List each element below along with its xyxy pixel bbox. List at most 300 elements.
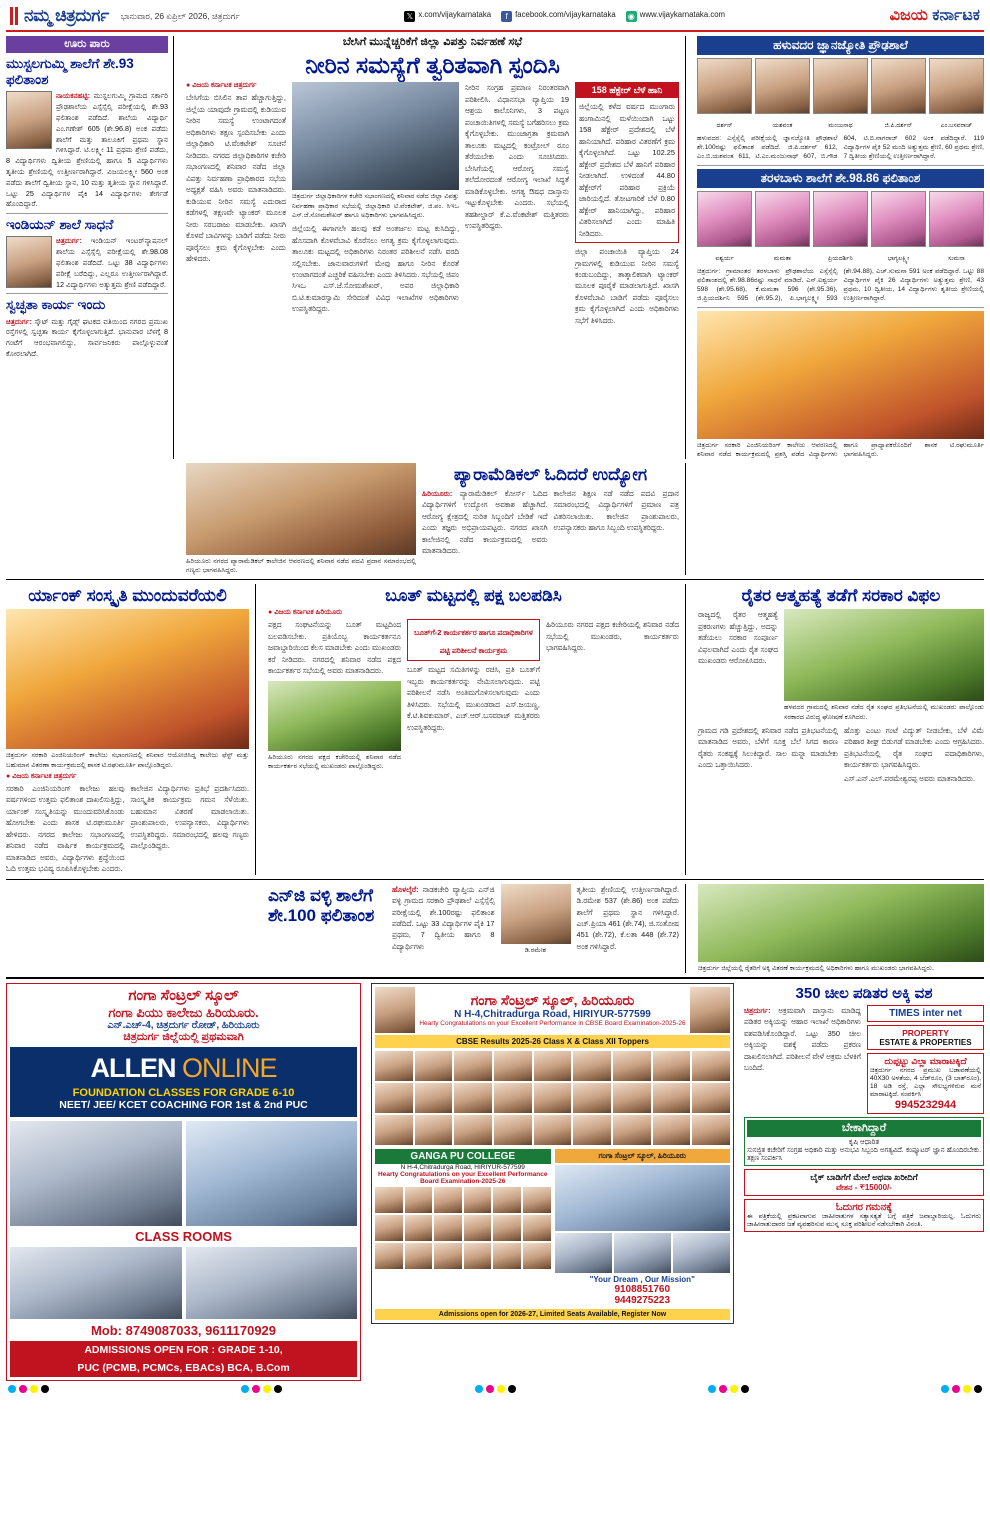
rail-item-head: ಸ್ವಚ್ಛತಾ ಕಾರ್ಯ ಇಂದು bbox=[6, 297, 106, 313]
student-card bbox=[871, 58, 926, 132]
nj-student-photo bbox=[501, 884, 571, 944]
dateline: ಹೊಳಲ್ಕೆರೆ: bbox=[392, 884, 419, 894]
dateline: ನಾಯಕನಹಟ್ಟಿ: bbox=[56, 91, 91, 101]
student-name: ಜಿ.ಪಿ.ದರ್ಶನ್ bbox=[884, 122, 913, 129]
ganga-results-head bbox=[375, 987, 730, 1033]
mid-center-text-1: ಪಕ್ಷದ ಸಂಘಟನೆಯನ್ನು ಬೂತ್ ಮಟ್ಟದಿಂದ ಬಲಪಡಿಸಬೇಕು. ಪ್ರತಿಯೊಬ್ಬ ಕಾರ್ಯಕರ್ತನೂ ಜವಾಬ್ದಾರಿಯಿಂದ ಕೆಲಸ ಮಾಡಬೇಕು ಎಂದು ಮುಖಂಡರು ಕರೆ ನೀಡಿದರು. ನಗರದಲ್ಲಿ ಶನಿವಾರ ನಡೆದ ಪಕ್ಷದ ಕಾರ್ಯಕರ್ತರ ಸಭೆಯಲ್ಲಿ ಅವರು ಮಾತನಾಡಿದರು. bbox=[268, 620, 401, 676]
mid-center-col-1 bbox=[268, 619, 401, 771]
social-link-website[interactable] bbox=[626, 10, 725, 22]
student-photo bbox=[929, 58, 984, 114]
social-label-facebook: facebook.com/vijaykarnataka bbox=[515, 10, 616, 19]
mid-right-photo-wrap bbox=[784, 609, 984, 721]
topper-photo bbox=[415, 1083, 453, 1113]
rail-body-text: ಸ್ಕೌಟ್ ಮತ್ತು ಗೈಡ್ಸ್ ಘಟಕದ ವತಿಯಿಂದ ನಗರದ ಪ್ರಮುಖ ರಸ್ತೆಗಳಲ್ಲಿ ಸ್ವಚ್ಛತಾ ಕಾರ್ಯ ಕೈಗೊಳ್ಳಲಾಗುತ್ತಿದೆ. ಭಾನುವಾರ ಬೆಳಗ್ಗೆ 8 ಗಂಟೆಗೆ ಆರಂಭವಾಗಲಿದ್ದು, ಸಾರ್ವಜನಿಕರು ಪಾಲ್ಗೊಳ್ಳುವಂತೆ ಕೋರಲಾಗಿದೆ. bbox=[6, 316, 168, 358]
allen-brand: ALLEN bbox=[90, 1053, 176, 1084]
mid-center-cols bbox=[268, 619, 679, 771]
highlight-text: ಜಿಲ್ಲೆಯಲ್ಲಿ ಕಳೆದ ವರ್ಷದ ಮುಂಗಾರು ಹಂಗಾಮಿನಲ್ಲಿ ಮಳೆಯಿಂದಾಗಿ ಒಟ್ಟು 158 ಹೆಕ್ಟೇರ್ ಪ್ರದೇಶದಲ್ಲಿ ಬೆಳೆ ಹಾನಿಯಾಗಿದೆ. ಪರಿಹಾರ ವಿತರಣೆಗೆ ಕ್ರಮ ಕೈಗೊಳ್ಳಲಾಗಿದೆ. ಒಟ್ಟು 102.25 ಹೆಕ್ಟೇರ್ ಪ್ರದೇಶದ ಬೆಳೆ ಹಾನಿಗೆ ಪರಿಹಾರ ನೀಡಲಾಗಿದೆ. ಉಳಿದಂತೆ 44.80 ಹೆಕ್ಟೇರ್‌ಗೆ ಪರಿಹಾರ ಪ್ರಕ್ರಿಯೆ ಜಾರಿಯಲ್ಲಿದೆ. ತೋಟಗಾರಿಕೆ ಬೆಳೆ 0.80 ಹೆಕ್ಟೇರ್ ಹಾನಿಯಾಗಿದ್ದು, ಪರಿಹಾರ ವಿತರಿಸಲಾಗಿದೆ ಎಂದು ಮಾಹಿತಿ ನೀಡಿದರು. bbox=[579, 102, 675, 238]
ads-section bbox=[6, 983, 984, 1382]
student-name: ಯಶವಂತ bbox=[772, 122, 793, 129]
rail-item bbox=[6, 56, 168, 210]
nj-left-filler bbox=[6, 884, 256, 973]
mid-right-top bbox=[698, 609, 984, 721]
ganga-results-box bbox=[371, 983, 734, 1324]
rail-item bbox=[6, 217, 168, 290]
ganga-pu-left bbox=[375, 1149, 551, 1306]
mid-center-box-title: ಬೂತ್‌ಗೆ-2 ಕಾರ್ಯಕರ್ತರ ಹಾಗೂ ಪದಾಧಿಕಾರಿಗಳ ಪಟ್ಟಿ ಪರಿಶೀಲನೆ ಕಾರ್ಯಕ್ರಮ bbox=[414, 628, 533, 656]
color-registration-strip bbox=[6, 1381, 984, 1399]
byline-text: ವಿಜಯ ಕರ್ನಾಟಕ ಚಿತ್ರದುರ್ಗ bbox=[12, 772, 77, 780]
student-photo bbox=[6, 91, 52, 149]
right-second-caption: ಚಿತ್ರದುರ್ಗ: ಗ್ರಾಮಾಂತರ ತರಳಬಾಳು ಪ್ರೌಢಶಾಲೆಯ ಎಸ್ಸೆಸ್ಸೆಲ್ಸಿ ಫಲಿತಾಂಶದಲ್ಲಿ ಶೇ.98.86ರಷ್ಟು ಸಾಧನೆ ಮಾಡಿದೆ. ಎಸ್.ಐಶ್ವರ್ಯ 598 (ಶೇ.95.68), ಕೆ.ಮಮತಾ 596 (ಶೇ.95.36), ಜಿ.ಪ್ರಿಯದರ್ಶಿನಿ 595 (ಶೇ.95.2), ಪಿ.ಭಾಗ್ಯಲಕ್ಷ್ಮೀ 593 (ಶೇ.94.88), ಎಚ್.ಸುಮನಾ 591 ಅಂಕ ಪಡೆದಿದ್ದಾರೆ. ಒಟ್ಟು 88 ವಿದ್ಯಾರ್ಥಿಗಳ ಪೈಕಿ 26 ವಿದ್ಯಾರ್ಥಿಗಳು ಅತ್ಯುತ್ತಮ ಶ್ರೇಣಿ, 43 ಪ್ರಥಮ, 10 ದ್ವಿತೀಯ, 14 ವಿದ್ಯಾರ್ಥಿಗಳು ತೃತೀಯ ಶ್ರೇಣಿಯಲ್ಲಿ ಉತ್ತೀರ್ಣರಾಗಿದ್ದಾರೆ. bbox=[697, 267, 984, 303]
admissions-line-2: PUC (PCMB, PCMCs, EBACs) BCA, B.Com bbox=[10, 1359, 357, 1377]
topper-photo bbox=[653, 1115, 691, 1145]
student-name: ಎಂ.ಬಸವರಾಜ್ bbox=[940, 122, 973, 129]
dateline: ಚಿತ್ರದುರ್ಗ: bbox=[6, 316, 32, 326]
pu-topper-photo bbox=[493, 1187, 521, 1213]
mid-center-caption: ಹಿರಿಯೂರು ನಗರದ ಪಕ್ಷದ ಕಚೇರಿಯಲ್ಲಿ ಶನಿವಾರ ನಡೆದ ಕಾರ್ಯಕರ್ತರ ಸಭೆಯಲ್ಲಿ ಮುಖಂಡರು ಪಾಲ್ಗೊಂಡಿದ್ದರು. bbox=[268, 753, 401, 770]
nj-head: ಎನ್‌ಜಿ ವಳ್ಳಿ ಶಾಲೆಗೆ ಶೇ.100 ಫಲಿತಾಂಶ bbox=[268, 885, 375, 925]
student-photo bbox=[813, 191, 868, 247]
wanted-ad[interactable] bbox=[744, 1117, 984, 1166]
lead-text-1: ಬೇಸಿಗೆಯ ಬಿಸಿಲಿನ ತಾಪ ಹೆಚ್ಚಾಗುತ್ತಿದ್ದು, ಜಿಲ್ಲೆಯ ಯಾವುದೇ ಗ್ರಾಮದಲ್ಲಿ ಕುಡಿಯುವ ನೀರಿನ ಸಮಸ್ಯೆ ಉಂಟಾಗದಂತೆ ಅಧಿಕಾರಿಗಳು ತಕ್ಷಣ ಸ್ಪಂದಿಸಬೇಕು ಎಂದು ಜಿಲ್ಲಾಧಿಕಾರಿ ಟಿ.ವೆಂಕಟೇಶ್ ಸೂಚನೆ ನೀಡಿದರು. ನಗರದ ಜಿಲ್ಲಾಧಿಕಾರಿಗಳ ಕಚೇರಿ ಸಭಾಂಗಣದಲ್ಲಿ ಶನಿವಾರ ನಡೆದ ಜಿಲ್ಲಾ ವಿಪತ್ತು ನಿರ್ವಹಣಾ ಪ್ರಾಧಿಕಾರದ ಸಭೆಯ ಅಧ್ಯಕ್ಷತೆ ವಹಿಸಿ ಅವರು ಮಾತನಾಡಿದರು. ಕುಡಿಯುವ ನೀರಿನ ಸಮಸ್ಯೆ ಎದುರಾದ ಕಡೆಗಳಲ್ಲಿ ತಕ್ಷಣವೇ ಟ್ಯಾಂಕರ್ ಮೂಲಕ ನೀರು ಸರಬರಾಜು ಮಾಡಬೇಕು. ಖಾಸಗಿ ಕೊಳವೆ ಬಾವಿಗಳನ್ನು ಬಾಡಿಗೆ ಪಡೆದು ನೀರು ಪೂರೈಸಲು ಕ್ರಮ ಕೈಗೊಳ್ಳಬೇಕು ಎಂದು ಹೇಳಿದರು. bbox=[186, 93, 286, 263]
masthead bbox=[6, 4, 984, 32]
rail-body-text: ಮುಸ್ಟಲಗುಮ್ಮಿ ಗ್ರಾಮದ ಸರ್ಕಾರಿ ಪ್ರೌಢಶಾಲೆಯ ಎಸ್ಸೆಸ್ಸೆಲ್ಸಿ ಪರೀಕ್ಷೆಯಲ್ಲಿ ಶೇ.93 ಫಲಿತಾಂಶ ಪಡೆದಿದೆ. ಶಾಲೆಯ ವಿದ್ಯಾರ್ಥಿ ಎಂ.ಗಣೇಶ್ 605 (ಶೇ.96.8) ಅಂಕ ಪಡೆದು ಶಾಲೆಗೆ ಮತ್ತು ತಾಲೂಕಿಗೆ ಪ್ರಥಮ ಸ್ಥಾನ ಗಳಿಸಿದ್ದಾರೆ. ಟಿ.ಲಕ್ಷ್ಮೀ 11 ಪ್ರಥಮ ಶ್ರೇಣಿ ಪಡೆದು, 8 ವಿದ್ಯಾರ್ಥಿಗಳು ದ್ವಿತೀಯ ಶ್ರೇಣಿಯಲ್ಲಿ ಹಾಗೂ 5 ವಿದ್ಯಾರ್ಥಿಗಳು ತೃತೀಯ ಶ್ರೇಣಿಯಲ್ಲಿ ಉತ್ತೀರ್ಣರಾಗಿದ್ದಾರೆ. ವಿಜಯಲಕ್ಷ್ಮೀ 560 ಅಂಕ ಪಡೆದು ಶಾಲೆಗೆ ದ್ವಿತೀಯ ಸ್ಥಾನ, 10 ಮತ್ತು ತೃತೀಯ ಸ್ಥಾನ ಗಳಿಸಿದ್ದಾರೆ. ಒಟ್ಟು 25 ವಿದ್ಯಾರ್ಥಿಗಳ ಪೈಕಿ 14 ವಿದ್ಯಾರ್ಥಿಗಳು ತೇರ್ಗಡೆ ಹೊಂದಿದ್ದಾರೆ. bbox=[6, 91, 168, 209]
pu-topper-photo bbox=[464, 1187, 492, 1213]
pu-topper-photo bbox=[493, 1215, 521, 1241]
color-dots-group bbox=[241, 1385, 282, 1393]
mid-center-col-2 bbox=[407, 619, 540, 771]
lead-col-1 bbox=[186, 82, 286, 326]
topper-photo bbox=[375, 1083, 413, 1113]
nj-valli-story bbox=[262, 884, 686, 973]
classroom-photo-2 bbox=[186, 1247, 358, 1319]
social-label-x: x.com/vijaykarnataka bbox=[418, 10, 492, 19]
brand-part-2: ಕರ್ನಾಟಕ bbox=[932, 7, 980, 24]
lead-kicker: ಬೇಸಿಗೆ ಮುನ್ನೆಚ್ಚರಿಕೆಗೆ ಜಿಲ್ಲಾ ವಿಪತ್ತು ನಿರ್ವಹಣೆ ಸಭೆ bbox=[342, 36, 523, 48]
classified-boxes bbox=[867, 1005, 984, 1114]
highlight-text-2: ಜಿಲ್ಲಾ ಪಂಚಾಯಿತಿ ವ್ಯಾಪ್ತಿಯ 24 ಗ್ರಾಮಗಳಲ್ಲಿ ಕುಡಿಯುವ ನೀರಿನ ಸಮಸ್ಯೆ ಕಂಡುಬಂದಿದ್ದು, ತಾತ್ಕಾಲಿಕವಾಗಿ ಟ್ಯಾಂಕರ್ ಮೂಲಕ ಪೂರೈಕೆ ಮಾಡಲಾಗುತ್ತಿದೆ. ಖಾಸಗಿ ಕೊಳವೆಬಾವಿ ಬಾಡಿಗೆ ಪಡೆದು ಪೂರೈಸಲು ಕ್ರಮ ಕೈಗೊಳ್ಳಲಾಗಿದೆ ಎಂದು ಅಧಿಕಾರಿಗಳು ಸಭೆಗೆ ತಿಳಿಸಿದರು. bbox=[575, 247, 679, 325]
topper-photo-right bbox=[690, 987, 730, 1033]
mid-right-col-1 bbox=[698, 609, 778, 721]
mid-center-text-2: ಬೂತ್ ಮಟ್ಟದ ಸಮಿತಿಗಳನ್ನು ರಚಿಸಿ, ಪ್ರತಿ ಬೂತ್‌ಗೆ ಇಬ್ಬರು ಕಾರ್ಯಕರ್ತರನ್ನು ನೇಮಿಸಲಾಗುವುದು. ಪಟ್ಟಿ ಪರಿಶೀಲನೆ ನಡೆಸಿ ಅಂತಿಮಗೊಳಿಸಲಾಗುವುದು ಎಂದು ತಿಳಿಸಿದರು. ಸಭೆಯಲ್ಲಿ ಮುಖಂಡರಾದ ಎಸ್.ಜಯಣ್ಣ, ಕೆ.ಟಿ.ಶಿವಕುಮಾರ್, ಎಚ್.ಆರ್.ಬಸವರಾಜ್ ಮತ್ತಿತರರು ಉಪಸ್ಥಿತರಿದ್ದರು. bbox=[407, 665, 540, 732]
nj-col-2 bbox=[577, 884, 680, 955]
paramedical-caption: ಹಿರಿಯೂರು ನಗರದ ಪ್ಯಾರಾಮೆಡಿಕಲ್ ಕಾಲೇಜಿನ ಆವರಣದಲ್ಲಿ ಶನಿವಾರ ನಡೆದ ಪದವಿ ಪ್ರದಾನ ಸಮಾರಂಭದಲ್ಲಿ ಗಣ್ಯರು ಭಾಗವಹಿಸಿದ್ದರು. bbox=[186, 557, 416, 575]
paramedical-col-2 bbox=[554, 488, 680, 557]
right-photo-caption: ಚಿತ್ರದುರ್ಗ ಸರಕಾರಿ ಎಂಜಿನಿಯರಿಂಗ್ ಕಾಲೇಜು ಆವರಣದಲ್ಲಿ ಶನಿವಾರ ನಡೆದ ಕಾರ್ಯಕ್ರಮದಲ್ಲಿ ಪ್ರಶಸ್ತಿ ಪಡೆದ ವಿದ್ಯಾರ್ಥಿಗಳು ಹಾಗೂ ಪ್ರಾಧ್ಯಾಪಕರೊಂದಿಗೆ ಶಾಸಕ ಟಿ.ರಘುಮೂರ್ತಿ ಭಾಗವಹಿಸಿದ್ದರು. bbox=[697, 441, 984, 458]
duplex-phone[interactable]: 9945232944 bbox=[894, 1098, 957, 1111]
top-section bbox=[6, 36, 984, 459]
right-column bbox=[692, 36, 984, 459]
masthead-left bbox=[10, 6, 240, 26]
rail-title: ಊರು ಪಾರು bbox=[6, 36, 168, 53]
byline-text: ವಿಜಯ ಕರ್ನಾಟಕ ಹಿರಿಯೂರು bbox=[274, 609, 343, 617]
student-photo bbox=[929, 191, 984, 247]
mid-left-photo bbox=[6, 609, 249, 749]
rail-item-head: ಮುಸ್ಟಲಗುಮ್ಮಿ ಶಾಲೆಗೆ ಶೇ.93 ಫಲಿತಾಂಶ bbox=[6, 56, 134, 88]
topper-photo bbox=[573, 1115, 611, 1145]
topper-photo bbox=[534, 1115, 572, 1145]
topper-photo bbox=[454, 1115, 492, 1145]
student-card bbox=[697, 58, 752, 132]
menu-bars-icon bbox=[10, 7, 18, 25]
mid-left-caption: ಚಿತ್ರದುರ್ಗ ಸರಕಾರಿ ಎಂಜಿನಿಯರಿಂಗ್ ಕಾಲೇಜು ಸಭಾಂಗಣದಲ್ಲಿ ಶನಿವಾರ ಆಯೋಜಿಸಿದ್ದ ಕಾಲೇಜು ಫೆಸ್ಟ್ ಮತ್ತು ಬಹುಮಾನ ವಿತರಣಾ ಕಾರ್ಯಕ್ರಮದಲ್ಲಿ ಶಾಸಕ ಟಿ.ರಘುಮೂರ್ತಿ ಪಾಲ್ಗೊಂಡಿದ್ದರು. bbox=[6, 752, 249, 769]
lead-story bbox=[180, 36, 686, 459]
dateline: ಚಿತ್ರದುರ್ಗ: bbox=[56, 236, 82, 246]
lead-headline: ನೀರಿನ ಸಮಸ್ಯೆಗೆ ತ್ವರಿತವಾಗಿ ಸ್ಪಂದಿಸಿ bbox=[305, 52, 560, 78]
rice-text bbox=[744, 1005, 861, 1074]
ganga-admissions-banner: Admissions open for 2026-27, Limited Seats Available, Register Now bbox=[375, 1309, 730, 1320]
paramedical-photo-wrap bbox=[186, 463, 416, 575]
mid-left-story bbox=[6, 584, 256, 874]
mid-center-story bbox=[262, 584, 686, 874]
student-card bbox=[813, 191, 868, 265]
pu-topper-photo bbox=[405, 1187, 433, 1213]
topper-grid bbox=[375, 1051, 730, 1145]
pu-topper-photo bbox=[405, 1243, 433, 1269]
class-rooms-label: CLASS ROOMS bbox=[135, 1229, 232, 1245]
x-icon: 𝕏 bbox=[404, 11, 415, 22]
topper-photo bbox=[692, 1115, 730, 1145]
mid-center-box bbox=[407, 619, 540, 661]
school-building-photo bbox=[555, 1165, 731, 1231]
highlight-box-wrap bbox=[575, 82, 679, 326]
brand-part-1: ವಿಜಯ bbox=[889, 7, 928, 24]
mid-right-col-2 bbox=[698, 725, 838, 784]
right-filler bbox=[692, 463, 984, 575]
student-photo-grid bbox=[697, 58, 984, 132]
vehicle-rate: ವೇತನ - ₹15000/- bbox=[836, 1182, 892, 1192]
paramedical-section bbox=[6, 463, 984, 575]
property-ad[interactable] bbox=[867, 1025, 984, 1050]
topper-photo bbox=[653, 1083, 691, 1113]
pu-topper-photo bbox=[434, 1187, 462, 1213]
lead-col-2 bbox=[292, 82, 459, 326]
duplex-body: ಚಿತ್ರದುರ್ಗ ನಗರದ ಪ್ರಮುಖ ಬಡಾವಣೆಯಲ್ಲಿ 40X30 ಅಳತೆಯ, 4 ಬೆಡ್‌ರೂಂ, (3 ಬಾತ್‌ರೂಂ), 18 ಅಡಿ ರಸ್ತೆ, ಎಲ್ಲಾ ಸೌಲಭ್ಯಗಳಿರುವ ಮನೆ ಮಾರಾಟಕ್ಕಿದೆ. ಸಂಪರ್ಕಿಸಿ bbox=[870, 1066, 981, 1098]
topper-photo bbox=[613, 1115, 651, 1145]
mid-center-head: ಬೂತ್ ಮಟ್ಟದಲ್ಲಿ ಪಕ್ಷ ಬಲಪಡಿಸಿ bbox=[385, 586, 562, 606]
nj-body-1: ನಾಡಕಚೇರಿ ವ್ಯಾಪ್ತಿಯ ಎನ್‌ಜಿ ವಳ್ಳಿ ಗ್ರಾಮದ ಸರಕಾರಿ ಪ್ರೌಢಶಾಲೆ ಎಸ್ಸೆಸ್ಸೆಲ್ಸಿ ಪರೀಕ್ಷೆಯಲ್ಲಿ ಶೇ.100ರಷ್ಟು ಫಲಿತಾಂಶ ಪಡೆದಿದೆ. ಒಟ್ಟು 33 ವಿದ್ಯಾರ್ಥಿಗಳ ಪೈಕಿ 17 ಪ್ರಥಮ, 7 ದ್ವಿತೀಯ ಹಾಗೂ 8 ವಿದ್ಯಾರ್ಥಿಗಳು bbox=[392, 884, 495, 951]
vehicle-title: ಬೈಕ್ ಬಾಡಿಗೆಗೆ ಮೇಲೆ ಅಥವಾ ಖರೀದಿಗೆ bbox=[810, 1171, 918, 1182]
rice-body: ಅಕ್ರಮವಾಗಿ ದಾಸ್ತಾನು ಮಾಡಿದ್ದ ಪಡಿತರ ಅಕ್ಕಿಯನ್ನು ಆಹಾರ ಇಲಾಖೆ ಅಧಿಕಾರಿಗಳು ವಶಪಡಿಸಿಕೊಂಡಿದ್ದಾರೆ. ಒಟ್ಟು 350 ಚೀಲ ಅಕ್ಕಿಯನ್ನು ವಶಕ್ಕೆ ಪಡೆದು ಪ್ರಕರಣ ದಾಖಲಿಸಲಾಗಿದೆ. ಪರಿಶೀಲನೆ ವೇಳೆ ಅಕ್ರಮ ಬೆಳಕಿಗೆ ಬಂದಿದೆ. bbox=[744, 1005, 861, 1073]
nj-cols bbox=[268, 884, 679, 955]
student-card bbox=[755, 191, 810, 265]
ganga-college-title: ಗಂಗಾ ಪಿಯು ಕಾಲೇಜು ಹಿರಿಯೂರು. bbox=[108, 1004, 259, 1020]
pu-topper-photo bbox=[464, 1243, 492, 1269]
nj-headline-wrap bbox=[268, 884, 386, 955]
paramedical-photo bbox=[186, 463, 416, 555]
topper-photo bbox=[415, 1051, 453, 1081]
ganga-pu-sub: Hearty Congratulations on your Excellent Performance Board Examination-2025-26 bbox=[378, 1170, 548, 1185]
student-card bbox=[813, 58, 868, 132]
ganga-results-ad[interactable] bbox=[371, 983, 734, 1382]
pu-topper-photo bbox=[375, 1215, 403, 1241]
topper-photo bbox=[692, 1051, 730, 1081]
duplex-villa-ad[interactable] bbox=[867, 1053, 984, 1114]
student-photo bbox=[6, 236, 52, 288]
student-photo-grid-2 bbox=[697, 191, 984, 265]
right-top-caption: ಹಳುವದರ: ಎಸ್ಸೆಸ್ಸೆಲ್ಸಿ ಪರೀಕ್ಷೆಯಲ್ಲಿ ಜ್ಞಾನಜ್ಯೋತಿ ಪ್ರೌಢಶಾಲೆ ಶೇ.100ರಷ್ಟು ಫಲಿತಾಂಶ ಪಡೆದಿದೆ. ಜಿ.ಪಿ.ದರ್ಶನ್ 612, ಎಂ.ಬಿ.ಯಶವಂತ 611, ಟಿ.ಎಂ.ಮಂಜುನಾಥ್ 607, ಬಿ.ಗೌಡ 604, ಟಿ.ಬಿ.ನಾಗರಾಜ್ 602 ಅಂಕ ಪಡೆದಿದ್ದಾರೆ. 119 ವಿದ್ಯಾರ್ಥಿಗಳ ಪೈಕಿ 52 ಮಂದಿ ಅತ್ಯುತ್ತಮ ಶ್ರೇಣಿ, 60 ಪ್ರಥಮ ಶ್ರೇಣಿ, 7 ದ್ವಿತೀಯ ಶ್ರೇಣಿಯಲ್ಲಿ ಉತ್ತೀರ್ಣರಾಗಿದ್ದಾರೆ. bbox=[697, 135, 984, 161]
ganga-ad-address: N H-4,Chitradurga Road, HIRIYUR-577599 bbox=[454, 1009, 651, 1021]
rice-text-col bbox=[744, 1005, 861, 1114]
byline-dot: ● bbox=[186, 82, 191, 90]
lead-text-3: ನೀರಿನ ಸಂಗ್ರಹ ಪ್ರಮಾಣ ನಿರಂತರವಾಗಿ ಪರಿಶೀಲಿಸಿ. ವಿಧಾನಸಭಾ ವ್ಯಾಪ್ತಿಯ 19 ಆಶ್ರಯ ಕಾಲೊನಿಗಳು, 3 ಪಟ್ಟಣ ಪಂಚಾಯಿತಿಗಳಲ್ಲಿ ಸಮಸ್ಯೆ ಬಗೆಹರಿಸಲು ಕ್ರಮ ಕೈಗೊಳ್ಳಬೇಕು. ಮುಂಜಾಗ್ರತಾ ಕ್ರಮವಾಗಿ ತಾಲೂಕು ಮಟ್ಟದಲ್ಲಿ ಕಂಟ್ರೋಲ್ ರೂಂ ತೆರೆಯಬೇಕು ಎಂದು ಸೂಚಿಸಿದರು. ಬೇಸಿಗೆಯಲ್ಲಿ ಆರೋಗ್ಯ ಸಮಸ್ಯೆ ತಲೆದೋರದಂತೆ ಆರೋಗ್ಯ ಇಲಾಖೆ ಸಿದ್ಧತೆ ಮಾಡಿಕೊಳ್ಳಬೇಕು. ಅಗತ್ಯ ಔಷಧ ದಾಸ್ತಾನು ಇಟ್ಟುಕೊಳ್ಳಬೇಕು ಎಂದರು. ಸಭೆಯಲ್ಲಿ ತಹಶೀಲ್ದಾರ್ ಕೆ.ಎ.ವೆಂಕಟೇಶ್ ಮತ್ತಿತರರು ಉಪಸ್ಥಿತರಿದ್ದರು. bbox=[465, 83, 569, 231]
property-label: PROPERTY bbox=[902, 1027, 949, 1038]
rail-item-body bbox=[6, 236, 168, 290]
mid-center-photo bbox=[268, 681, 401, 751]
student-card bbox=[929, 191, 984, 265]
paramedical-col-1 bbox=[422, 488, 548, 557]
ganga-ad-title: ಗಂಗಾ ಸೆಂಟ್ರಲ್ ಸ್ಕೂಲ್, ಹಿರಿಯೂರು bbox=[470, 992, 635, 1009]
mid-right-text-1: ರಾಜ್ಯದಲ್ಲಿ ರೈತರ ಆತ್ಮಹತ್ಯೆ ಪ್ರಕರಣಗಳು ಹೆಚ್ಚುತ್ತಿದ್ದು, ಅದನ್ನು ತಡೆಯಲು ಸರಕಾರ ಸಂಪೂರ್ಣ ವಿಫಲವಾಗಿದೆ ಎಂದು ರೈತ ಸಂಘದ ಮುಖಂಡರು ಆರೋಪಿಸಿದರು. bbox=[698, 610, 778, 666]
nj-right-photo-wrap bbox=[692, 884, 984, 973]
topper-photo bbox=[573, 1083, 611, 1113]
reader-notice bbox=[744, 1199, 984, 1232]
paramedical-text-2: ಕಾಲೇಜಿನ ಶಿಕ್ಷಣ ನಡೆ ನಡೆದ ಪದವಿ ಪ್ರದಾನ ಸಮಾರಂಭದಲ್ಲಿ ವಿದ್ಯಾರ್ಥಿಗಳಿಗೆ ಪ್ರಮಾಣ ಪತ್ರ ವಿತರಿಸಲಾಯಿತು. ಕಾಲೇಜಿನ ಪ್ರಾಂಶುಪಾಲರು, ಉಪನ್ಯಾಸಕರು ಹಾಗೂ ಸಿಬ್ಬಂದಿ ಉಪಸ್ಥಿತರಿದ್ದರು. bbox=[553, 488, 679, 533]
pu-topper-photo bbox=[434, 1215, 462, 1241]
classifieds-column bbox=[744, 983, 984, 1382]
publication-logo: ನಮ್ಮ ಚಿತ್ರದುರ್ಗ bbox=[24, 6, 109, 25]
mid-right-col-3 bbox=[844, 725, 984, 784]
topper-photo bbox=[534, 1083, 572, 1113]
pu-topper-photo bbox=[375, 1243, 403, 1269]
pu-topper-photo bbox=[523, 1215, 551, 1241]
nj-text-1 bbox=[392, 884, 495, 953]
group-photo-left bbox=[6, 463, 174, 575]
ganga-address: ಎನ್‌.ಎಚ್-4, ಚಿತ್ರದುರ್ಗ ರೋಡ್, ಹಿರಿಯೂರು bbox=[107, 1020, 260, 1032]
ganga-pu-right bbox=[555, 1149, 731, 1306]
lead-body bbox=[186, 82, 679, 326]
globe-icon: ◉ bbox=[626, 11, 637, 22]
rail-item-head: ಇಂಡಿಯನ್ ಶಾಲೆ ಸಾಧನೆ bbox=[6, 217, 114, 233]
brand-title bbox=[890, 7, 980, 25]
allen-phone[interactable]: Mob: 8749087033, 9611170929 bbox=[90, 1323, 277, 1339]
pu-topper-photo bbox=[493, 1243, 521, 1269]
student-photo bbox=[755, 191, 810, 247]
student-name: ಭಾಗ್ಯಲಕ್ಷ್ಮೀ bbox=[887, 254, 910, 262]
nj-text-2: ತೃತೀಯ ಶ್ರೇಣಿಯಲ್ಲಿ ಉತ್ತೀರ್ಣರಾಗಿದ್ದಾರೆ. ಡಿ.ರಮೇಶ 537 (ಶೇ.86) ಅಂಕ ಪಡೆದು ಶಾಲೆಗೆ ಪ್ರಥಮ ಸ್ಥಾನ ಗಳಿಸಿದ್ದಾರೆ. ಎಚ್.ಪ್ರಿಯಾ 461 (ಶೇ.74), ಜಿ.ಸಂತೋಷ 451 (ಶೇ.72), ಕೆ.ಲತಾ 448 (ಶೇ.72) ಅಂಕ ಗಳಿಸಿದ್ದಾರೆ. bbox=[576, 884, 679, 951]
paramedical-head: ಪ್ಯಾರಾಮೆಡಿಕಲ್ ಓದಿದರೆ ಉದ್ಯೋಗ bbox=[453, 464, 648, 484]
lead-photo-caption: ಚಿತ್ರದುರ್ಗ ಜಿಲ್ಲಾಧಿಕಾರಿಗಳ ಕಚೇರಿ ಸಭಾಂಗಣದಲ್ಲಿ ಶನಿವಾರ ನಡೆದ ಜಿಲ್ಲಾ ವಿಪತ್ತು ನಿರ್ವಹಣಾ ಪ್ರಾಧಿಕಾರ ಸಭೆಯಲ್ಲಿ ಜಿಲ್ಲಾಧಿಕಾರಿ ಟಿ.ವೆಂಕಟೇಶ್, ಜಿ.ಪಂ. ಸಿಇಒ ಎಸ್.ಜೆ.ಸೋಮಶೇಖರ್ ಹಾಗೂ ಅಧಿಕಾರಿಗಳು ಭಾಗವಹಿಸಿದ್ದರು. bbox=[292, 193, 459, 219]
student-card bbox=[697, 191, 752, 265]
topper-photo bbox=[415, 1115, 453, 1145]
ganga-first-line: ಚಿತ್ರದುರ್ಗ ಜಿಲ್ಲೆಯಲ್ಲಿ ಪ್ರಥಮವಾಗಿ bbox=[123, 1031, 244, 1044]
pu-topper-photo bbox=[434, 1243, 462, 1269]
topper-photo bbox=[613, 1083, 651, 1113]
mid-right-bottom bbox=[698, 725, 984, 784]
rice-headline: 350 ಚೀಲ ಪಡಿತರ ಅಕ್ಕಿ ವಶ bbox=[795, 984, 933, 1002]
student-photo bbox=[871, 191, 926, 247]
left-rail bbox=[6, 36, 174, 459]
mid-left-col-2 bbox=[131, 783, 250, 875]
rice-distribution-caption: ಚಿತ್ರದುರ್ಗ ಜಿಲ್ಲೆಯಲ್ಲಿ ರೈತರಿಗೆ ಅಕ್ಕಿ ವಿತರಣೆ ಕಾರ್ಯಕ್ರಮದಲ್ಲಿ ಅಧಿಕಾರಿಗಳು ಹಾಗೂ ಮುಖಂಡರು ಭಾಗವಹಿಸಿದ್ದರು. bbox=[698, 964, 934, 972]
topper-photo bbox=[692, 1083, 730, 1113]
topper-photo-left bbox=[375, 987, 415, 1033]
student-name: ಪ್ರಿಯದರ್ಶಿನಿ bbox=[828, 254, 853, 262]
byline-text: ವಿಜಯ ಕರ್ನಾಟಕ ಚಿತ್ರದುರ್ಗ bbox=[192, 82, 257, 90]
mid-left-cols bbox=[6, 783, 249, 875]
highlight-title: 158 ಹೆಕ್ಟೇರ್ ಬೆಳೆ ಹಾನಿ bbox=[576, 83, 678, 98]
paramedical-inner bbox=[186, 463, 679, 575]
pu-topper-photo bbox=[464, 1215, 492, 1241]
color-dots-group bbox=[8, 1385, 49, 1393]
topper-photo bbox=[494, 1051, 532, 1081]
student-name: ಸುಮನಾ bbox=[948, 254, 965, 262]
social-links bbox=[404, 10, 725, 22]
allen-app-screenshot bbox=[10, 1121, 182, 1226]
mid-right-head: ರೈತರ ಆತ್ಮಹತ್ಯೆ ತಡೆಗೆ ಸರಕಾರ ವಿಫಲ bbox=[741, 586, 941, 606]
dateline: ಹಿರಿಯೂರು: bbox=[422, 488, 453, 498]
topper-photo bbox=[613, 1051, 651, 1081]
pu-topper-photo bbox=[523, 1187, 551, 1213]
topper-photo bbox=[494, 1083, 532, 1113]
wanted-body: ಸುಸಜ್ಜಿತ ಕಚೇರಿಗೆ ಸಂಗ್ರಹ ಅಧಿಕಾರಿ ಮತ್ತು ಅನುಭವಿ ಸಿಬ್ಬಂದಿ ಅಗತ್ಯವಿದೆ. ಕಂಪ್ಯೂಟರ್ ಜ್ಞಾನ ಹೊಂದಿರಬೇಕು. ತಕ್ಷಣ ಸಂಪರ್ಕಿಸಿ bbox=[747, 1146, 981, 1162]
mid-right-text-3: ಹೊತ್ತು ಎಂಟು ಗಂಟೆ ವಿದ್ಯುತ್ ನೀಡಬೇಕು, ಬೆಳೆ ವಿಮೆ ಪರಿಹಾರ ಶೀಘ್ರ ಬಿಡುಗಡೆ ಮಾಡಬೇಕು ಎಂದು ಆಗ್ರಹಿಸಿದರು. ಪ್ರತಿಭಟನೆಯಲ್ಲಿ ರೈತ ಸಂಘದ ಪದಾಧಿಕಾರಿಗಳು, ಕಾರ್ಯಕರ್ತರು ಭಾಗವಹಿಸಿದ್ದರು. bbox=[844, 725, 984, 770]
mid-center-col-3 bbox=[546, 619, 679, 771]
nj-photo-wrap bbox=[501, 884, 571, 955]
byline: ● ವಿಜಯ ಕರ್ನಾಟಕ ಹಿರಿಯೂರು bbox=[268, 609, 343, 617]
student-photo bbox=[813, 58, 868, 114]
paramedical-story bbox=[180, 463, 686, 575]
allen-banner bbox=[10, 1047, 357, 1117]
student-card bbox=[755, 58, 810, 132]
student-name: ಮಂಜುನಾಥ bbox=[828, 122, 853, 129]
color-dots-group bbox=[708, 1385, 749, 1393]
mid-left-col-1 bbox=[6, 783, 125, 875]
right-second-title: ತರಳಬಾಳು ಶಾಲೆಗೆ ಶೇ.98.86 ಫಲಿತಾಂಶ bbox=[697, 169, 984, 188]
allen-line-1: FOUNDATION CLASSES FOR GRADE 6-10 bbox=[72, 1087, 295, 1100]
times-brand: TIMES inter net bbox=[889, 1007, 962, 1019]
admissions-line-1: ADMISSIONS OPEN FOR : GRADE 1-10, bbox=[10, 1341, 357, 1359]
dateline: ಚಿತ್ರದುರ್ಗ: bbox=[744, 1005, 771, 1015]
facility-photo-3 bbox=[673, 1233, 730, 1273]
topper-photo bbox=[494, 1115, 532, 1145]
ganga-phone-2[interactable]: 9449275223 bbox=[614, 1294, 671, 1306]
ganga-slogan: "Your Dream , Our Mission" bbox=[589, 1274, 695, 1284]
topper-photo bbox=[534, 1051, 572, 1081]
classroom-photo-1 bbox=[10, 1247, 182, 1319]
wanted-title: ಬೇಕಾಗಿದ್ದಾರೆ bbox=[747, 1120, 981, 1137]
student-card bbox=[871, 191, 926, 265]
ganga-results-banner: CBSE Results 2025-26 Class X & Class XII Toppers bbox=[375, 1035, 730, 1048]
ganga-school-name: ಗಂಗಾ ಸೆಂಟ್ರಲ್ ಸ್ಕೂಲ್, ಹಿರಿಯೂರು bbox=[555, 1149, 731, 1163]
rail-item bbox=[6, 297, 168, 359]
color-dots-group bbox=[475, 1385, 516, 1393]
pu-topper-photo bbox=[405, 1215, 433, 1241]
reader-notice-title: ಓದುಗರ ಗಮನಕ್ಕೆ bbox=[835, 1201, 893, 1213]
mid-left-head: ರ್ಯಾಂಕ್ ಸಂಸ್ಕೃತಿ ಮುಂದುವರೆಯಲಿ bbox=[28, 586, 227, 606]
rail-body-text: ಇಂಡಿಯನ್ ಇಂಟರ್‌ನ್ಯಾಷನಲ್ ಶಾಲೆಯ ಎಸ್ಸೆಸ್ಸೆಲ್ಸಿ ಪರೀಕ್ಷೆಯಲ್ಲಿ ಶೇ.98.08 ಫಲಿತಾಂಶ ಪಡೆದಿದೆ. ಒಟ್ಟು 38 ವಿದ್ಯಾರ್ಥಿಗಳು ಪರೀಕ್ಷೆ ಬರೆದಿದ್ದು, ಎಲ್ಲರೂ ಉತ್ತೀರ್ಣರಾಗಿದ್ದಾರೆ. 12 ವಿದ್ಯಾರ್ಥಿಗಳು ಅತ್ಯುತ್ತಮ ಶ್ರೇಣಿ ಪಡೆದಿದ್ದಾರೆ. bbox=[56, 236, 168, 289]
facility-photo-1 bbox=[555, 1233, 612, 1273]
mid-left-text-1: ಸರಕಾರಿ ಎಂಜಿನಿಯರಿಂಗ್ ಕಾಲೇಜು ಹಲವು ವರ್ಷಗಳಿಂದ ಉತ್ತಮ ಫಲಿತಾಂಶ ದಾಖಲಿಸುತ್ತಿದ್ದು, ರ್ಯಾಂಕ್ ಸಂಸ್ಕೃತಿಯನ್ನು ಮುಂದುವರಿಸಿಕೊಂಡು ಹೋಗಬೇಕು ಎಂದು ಶಾಸಕ ಟಿ.ರಘುಮೂರ್ತಿ ಹೇಳಿದರು. ನಗರದ ಕಾಲೇಜು ಸಭಾಂಗಣದಲ್ಲಿ ಶನಿವಾರ ನಡೆದ ವಾರ್ಷಿಕ ಕಾರ್ಯಕ್ರಮದಲ್ಲಿ ಮಾತನಾಡಿದ ಅವರು, ವಿದ್ಯಾರ್ಥಿಗಳು ಶ್ರದ್ಧೆಯಿಂದ ಓದಿ ಉತ್ತಮ ಭವಿಷ್ಯ ರೂಪಿಸಿಕೊಳ್ಳಬೇಕು ಎಂದರು. bbox=[6, 783, 125, 874]
social-label-website: www.vijaykarnataka.com bbox=[639, 10, 726, 19]
byline bbox=[186, 82, 286, 90]
byline: ● ವಿಜಯ ಕರ್ನಾಟಕ ಚಿತ್ರದುರ್ಗ bbox=[6, 772, 77, 780]
mid-right-text-2: ಗ್ರಾಮದ ಗಡಿ ಪ್ರದೇಶದಲ್ಲಿ ಶನಿವಾರ ನಡೆದ ಪ್ರತಿಭಟನೆಯಲ್ಲಿ ಮಾತನಾಡಿದ ಅವರು, ಬೆಳೆಗೆ ಸೂಕ್ತ ಬೆಲೆ ಸಿಗದ ಕಾರಣ ರೈತರು ಸಂಕಷ್ಟಕ್ಕೆ ಸಿಲುಕಿದ್ದಾರೆ. ಸಾಲ ಮನ್ನಾ ಮಾಡಬೇಕು ಎಂದು ಒತ್ತಾಯಿಸಿದರು. bbox=[698, 725, 838, 770]
pu-topper-photo bbox=[523, 1243, 551, 1269]
paramedical-text-1 bbox=[422, 488, 548, 557]
topper-photo bbox=[454, 1083, 492, 1113]
allen-visuals bbox=[10, 1121, 357, 1226]
student-card bbox=[929, 58, 984, 132]
topper-photo bbox=[375, 1115, 413, 1145]
nj-student-name: ಡಿ.ರಮೇಶ bbox=[524, 946, 547, 954]
estate-label: ESTATE & PROPERTIES bbox=[879, 1037, 972, 1047]
allen-line-2: NEET/ JEE/ KCET COACHING FOR 1st & 2nd PUC bbox=[59, 1099, 308, 1112]
student-photo bbox=[871, 58, 926, 114]
allen-logo bbox=[14, 1053, 353, 1084]
social-link-facebook[interactable] bbox=[501, 10, 616, 22]
student-photo bbox=[755, 58, 810, 114]
allen-online-label: ONLINE bbox=[181, 1053, 277, 1084]
allen-ad[interactable] bbox=[6, 983, 361, 1382]
highlight-box bbox=[575, 82, 679, 243]
mid-right-photo bbox=[784, 609, 984, 701]
nj-valli-section bbox=[6, 884, 984, 973]
pu-topper-grid bbox=[375, 1187, 551, 1269]
ganga-pu-title: GANGA PU COLLEGE bbox=[375, 1149, 551, 1164]
right-top-title: ಹಳುವದರ ಜ್ಞಾನಜ್ಯೋತಿ ಪ್ರೌಢಶಾಲೆ bbox=[697, 36, 984, 55]
social-link-x[interactable] bbox=[404, 10, 491, 22]
ganga-pu-section bbox=[375, 1149, 730, 1306]
rail-item-body bbox=[6, 317, 168, 360]
paramedical-cols bbox=[422, 488, 679, 557]
topper-photo bbox=[653, 1051, 691, 1081]
paramedical-text-wrap bbox=[422, 463, 679, 575]
rice-distribution-photo bbox=[698, 884, 984, 962]
mid-right-signoff: ಎಸ್.ಎನ್.ಎಲ್.ಪರಮೇಶ್ವರಪ್ಪ ಅವರು ಮಾತನಾಡಿದರು. bbox=[844, 773, 976, 783]
mid-right-story bbox=[692, 584, 984, 874]
mid-center-text-3: ಹಿರಿಯೂರು ನಗರದ ಪಕ್ಷದ ಕಚೇರಿಯಲ್ಲಿ ಶನಿವಾರ ನಡೆದ ಸಭೆಯಲ್ಲಿ ಮುಖಂಡರು, ಕಾರ್ಯಕರ್ತರು ಭಾಗವಹಿಸಿದ್ದರು. bbox=[546, 620, 679, 653]
topper-photo bbox=[375, 1051, 413, 1081]
facebook-icon: f bbox=[501, 11, 512, 22]
student-name: ಐಶ್ವರ್ಯ bbox=[715, 254, 734, 262]
topper-photo bbox=[573, 1051, 611, 1081]
vehicle-ad[interactable] bbox=[744, 1169, 984, 1196]
ganga-phone-1[interactable]: 9108851760 bbox=[614, 1283, 671, 1295]
times-internet-ad[interactable] bbox=[867, 1005, 984, 1022]
rail-item-body bbox=[6, 91, 168, 210]
middle-section bbox=[6, 584, 984, 874]
facility-photos bbox=[555, 1233, 731, 1273]
student-photo bbox=[697, 191, 752, 247]
wanted-sub: ಕೃಷಿ ಆಧಾರಿತ bbox=[848, 1138, 880, 1146]
edition-date: ಭಾನುವಾರ, 26 ಏಪ್ರಿಲ್ 2026, ಚಿತ್ರದುರ್ಗ bbox=[120, 10, 240, 21]
student-photo bbox=[697, 58, 752, 114]
student-name: ದರ್ಶನ್ bbox=[716, 122, 733, 129]
ganga-school-title: ಗಂಗಾ ಸೆಂಟ್ರಲ್ ಸ್ಕೂಲ್ bbox=[128, 986, 239, 1004]
rice-body-cols bbox=[744, 1005, 984, 1114]
lead-photo bbox=[292, 82, 459, 190]
allen-ad-box bbox=[6, 983, 361, 1382]
lead-text-2: ಜಿಲ್ಲೆಯಲ್ಲಿ ಈಗಾಗಲೇ ಹಲವು ಕಡೆ ಅಂತರ್ಜಲ ಮಟ್ಟ ಕುಸಿದಿದ್ದು, ಹೊಸದಾಗಿ ಕೊಳವೆಬಾವಿ ಕೊರೆಸಲು ಅಗತ್ಯ ಕ್ರಮ ಕೈಗೊಳ್ಳಲಾಗುವುದು. ತಾಲೂಕು ಮಟ್ಟದಲ್ಲಿ ಅಧಿಕಾರಿಗಳು ನಿರಂತರ ಪರಿಶೀಲನೆ ನಡೆಸಿ ವರದಿ ಸಲ್ಲಿಸಬೇಕು. ಜಾನುವಾರುಗಳಿಗೆ ಮೇವು ಹಾಗೂ ನೀರಿನ ಕೊರತೆ ಉಂಟಾಗದಂತೆ ಎಚ್ಚರಿಕೆ ವಹಿಸಬೇಕು ಎಂದು ತಿಳಿಸಿದರು. ಸಭೆಯಲ್ಲಿ ಜಿಪಂ ಸಿಇಒ ಎಸ್.ಜೆ.ಸೋಮಶೇಖರ್, ಅಪರ ಜಿಲ್ಲಾಧಿಕಾರಿ ಬಿ.ಟಿ.ಕುಮಾರಸ್ವಾಮಿ ಸೇರಿದಂತೆ ವಿವಿಧ ಇಲಾಖೆಗಳ ಅಧಿಕಾರಿಗಳು ಉಪಸ್ಥಿತರಿದ್ದರು. bbox=[292, 224, 459, 314]
reader-notice-body: ಈ ಪತ್ರಿಕೆಯಲ್ಲಿ ಪ್ರಕಟವಾಗುವ ಜಾಹೀರಾತುಗಳ ಸತ್ಯಾಸತ್ಯತೆ ಬಗ್ಗೆ ಪತ್ರಿಕೆ ಜವಾಬ್ದಾರಿಯಲ್ಲ. ಓದುಗರು ಜಾಹೀರಾತುದಾರರ ಜತೆ ವ್ಯವಹರಿಸುವ ಮುನ್ನ ಸೂಕ್ತ ಪರಿಶೀಲನೆ ನಡೆಸಬೇಕಾಗಿ ವಿನಂತಿ. bbox=[747, 1212, 981, 1228]
nj-col-1 bbox=[392, 884, 495, 955]
right-photo bbox=[697, 311, 984, 439]
lead-col-3 bbox=[465, 82, 569, 326]
mid-right-caption: ಹಳವದರ ಗ್ರಾಮದಲ್ಲಿ ಶನಿವಾರ ನಡೆದ ರೈತ ಸಂಘದ ಪ್ರತಿಭಟನೆಯಲ್ಲಿ ಮುಖಂಡರು ಪಾಲ್ಗೊಂಡು ಸರಕಾರದ ವಿರುದ್ಧ ಘೋಷಣೆ ಕೂಗಿದರು. bbox=[784, 704, 984, 721]
topper-photo bbox=[454, 1051, 492, 1081]
allen-student-photo bbox=[186, 1121, 358, 1226]
ganga-pu-address: N H-4,Chitradurga Road, HIRIYUR-577599 bbox=[400, 1163, 525, 1171]
classroom-photos bbox=[10, 1247, 357, 1319]
student-name: ಮಮತಾ bbox=[773, 254, 792, 262]
pu-topper-photo bbox=[375, 1187, 403, 1213]
ganga-ad-sub: Hearty Congratulations on your Excellent Performance in CBSE Board Examination-2025-26 bbox=[419, 1020, 686, 1028]
mid-left-text-2: ಕಾಲೇಜಿನ ವಿದ್ಯಾರ್ಥಿಗಳು ಪ್ರತಿಭೆ ಪ್ರದರ್ಶಿಸಿದರು. ಸಾಂಸ್ಕೃತಿಕ ಕಾರ್ಯಕ್ರಮ ಗಮನ ಸೆಳೆಯಿತು. ಬಹುಮಾನ ವಿತರಣೆ ಮಾಡಲಾಯಿತು. ಪ್ರಾಂಶುಪಾಲರು, ಉಪನ್ಯಾಸಕರು, ವಿದ್ಯಾರ್ಥಿಗಳು ಉಪಸ್ಥಿತರಿದ್ದರು. ಸಮಾರಂಭದಲ್ಲಿ ಹಲವು ಗಣ್ಯರು ಪಾಲ್ಗೊಂಡಿದ್ದರು. bbox=[130, 783, 249, 851]
color-dots-group bbox=[941, 1385, 982, 1393]
duplex-title: ದುಪ್ಪಟ್ಟು ವಿಲ್ಲಾ ಮಾರಾಟಕ್ಕಿದೆ bbox=[884, 1055, 967, 1066]
paramedical-body-1: ಪ್ಯಾರಾಮೆಡಿಕಲ್ ಕೋರ್ಸ್ ಓದಿದ ವಿದ್ಯಾರ್ಥಿಗಳಿಗೆ ಉದ್ಯೋಗ ಅವಕಾಶ ಹೆಚ್ಚಾಗಿದೆ. ಆರೋಗ್ಯ ಕ್ಷೇತ್ರದಲ್ಲಿ ನುರಿತ ಸಿಬ್ಬಂದಿಗೆ ಬೇಡಿಕೆ ಇದೆ ಎಂದು ತಜ್ಞರು ಅಭಿಪ್ರಾಯಪಟ್ಟರು. ನಗರದ ಖಾಸಗಿ ಕಾಲೇಜಿನಲ್ಲಿ ನಡೆದ ಕಾರ್ಯಕ್ರಮದಲ್ಲಿ ಅವರು ಮಾತನಾಡಿದರು. bbox=[422, 488, 548, 556]
